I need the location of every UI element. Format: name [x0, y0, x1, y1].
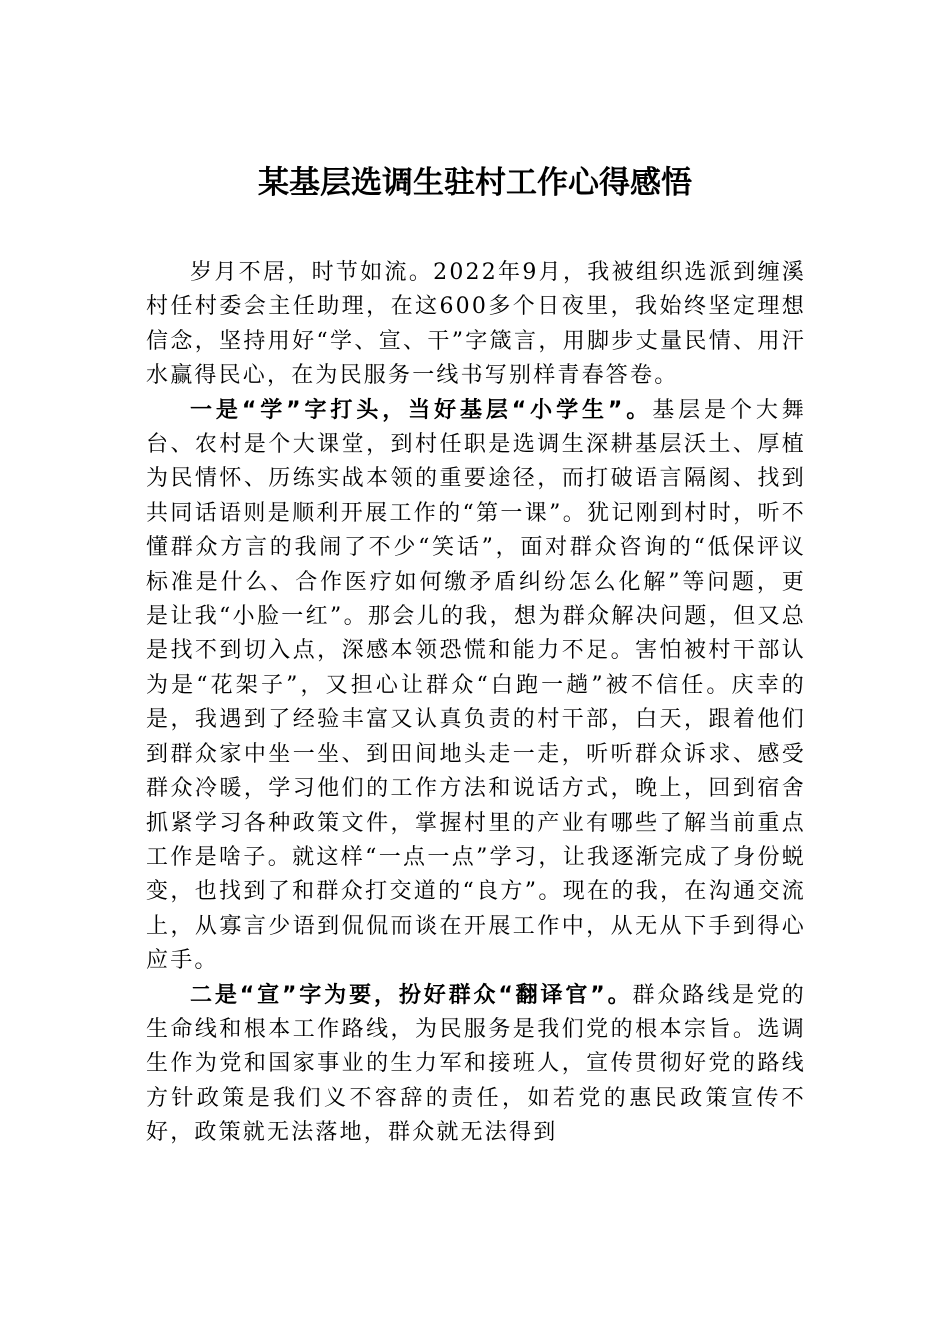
- document-body: [146, 256, 806, 1151]
- paragraph-learn-text: 基层是个大舞台、农村是个大课堂，到村任职是选调生深耕基层沃土、厚植为民情怀、历练实战本领的重要途径，而打破语言隔阂、找到共同话语则是顺利开展工作的“第一课”。犹记刚到村时，听不懂群众方言的我闹了不少“笑话”，面对群众咨询的“低保评议标准是什么、合作医疗如何缴矛盾纠纷怎么化解”等问题，更是让我“小脸一红”。那会儿的我，想为群众解决问题，但又总是找不到切入点，深感本领恐慌和能力不足。害怕被村干部认为是“花架子”，又担心让群众“白跑一趟”被不信任。庆幸的是，我遇到了经验丰富又认真负责的村干部，白天，跟着他们到群众家中坐一坐、到田间地头走一走，听听群众诉求、感受群众冷暖，学习他们的工作方法和说话方式，晚上，回到宿舍抓紧学习各种政策文件，掌握村里的产业有哪些了解当前重点工作是啥子。就这样“一点一点”学习，让我逐渐完成了身份蜕变，也找到了和群众打交道的“良方”。现在的我，在沟通交流上，从寡言少语到侃侃而谈在开展工作中，从无从下手到得心应手。: [146, 397, 807, 974]
- paragraph-promote-text: 群众路线是党的生命线和根本工作路线，为民服务是我们党的根本宗旨。选调生作为党和国家事业的生力军和接班人，宣传贯彻好党的路线方针政策是我们义不容辞的责任，如若党的惠民政策宣传不好，政策就无法落地，群众就无法得到: [146, 982, 807, 1146]
- paragraph-intro: [146, 256, 806, 394]
- paragraph-intro-text: 岁月不居，时节如流。2022年9月，我被组织选派到缠溪村任村委会主任助理，在这600多个日夜里，我始终坚定理想信念，坚持用好“学、宣、干”字箴言，用脚步丈量民情、用汗水赢得民心，在为民服务一线书写别样青春答卷。: [146, 260, 806, 389]
- paragraph-learn: [146, 394, 806, 979]
- paragraph-promote-heading: 二是“宣”字为要，扮好群众“翻译官”。: [190, 982, 633, 1008]
- paragraph-learn-heading: 一是“学”字打头，当好基层“小学生”。: [190, 397, 653, 423]
- paragraph-promote: [146, 979, 806, 1151]
- document-title: 某基层选调生驻村工作心得感悟: [258, 165, 692, 201]
